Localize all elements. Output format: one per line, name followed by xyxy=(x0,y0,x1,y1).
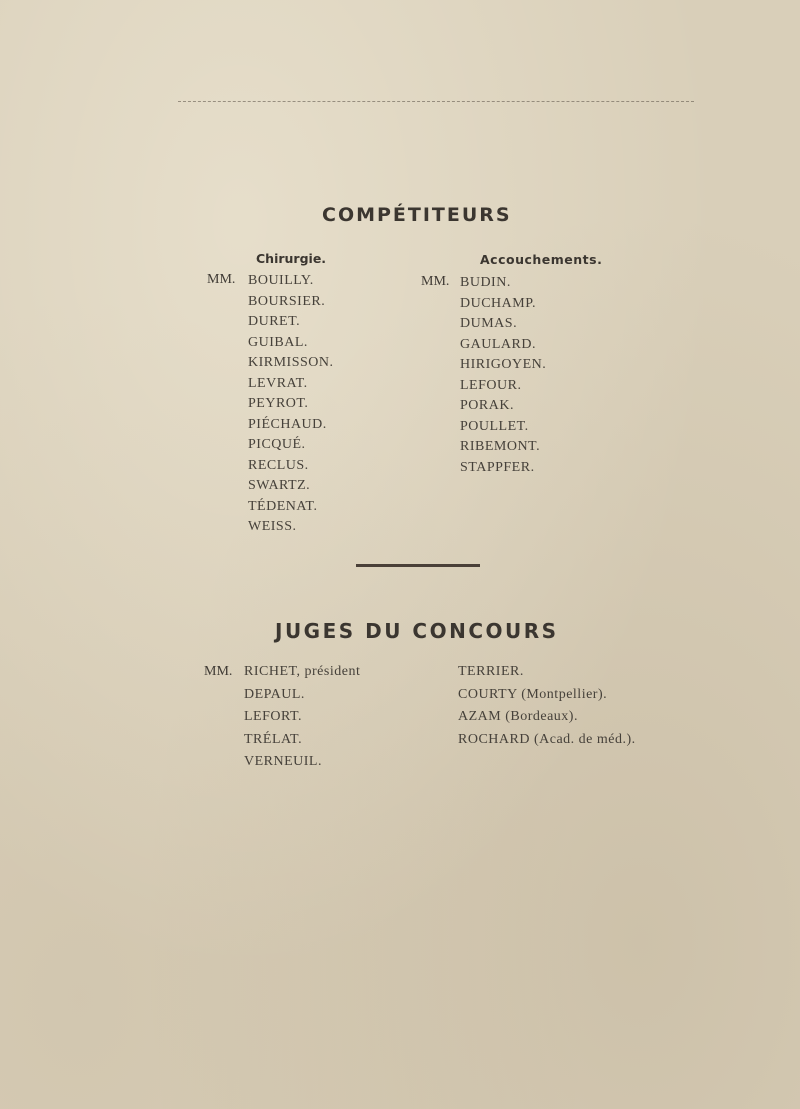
juges-prefix: MM. xyxy=(204,664,233,679)
accouchements-prefix: MM. xyxy=(421,274,450,289)
list-item: RIBEMONT. xyxy=(460,439,541,454)
juges-right-list xyxy=(458,661,636,751)
list-item: BOUILLY. xyxy=(248,273,314,288)
list-item: PEYROT. xyxy=(248,396,309,411)
list-item: DEPAUL. xyxy=(244,686,305,702)
list-item: TRÉLAT. xyxy=(244,731,303,747)
section-divider-rule xyxy=(356,564,480,567)
list-item: LEFOUR. xyxy=(460,377,522,393)
list-item: PIÉCHAUD. xyxy=(248,416,327,432)
chirurgie-list xyxy=(248,271,334,538)
chirurgie-heading: Chirurgie. xyxy=(256,251,327,266)
list-item: RECLUS. xyxy=(248,457,309,473)
list-item: PORAK. xyxy=(460,398,514,413)
juges-left-list xyxy=(244,661,360,774)
list-item: BUDIN. xyxy=(460,275,511,290)
list-item: DUCHAMP. xyxy=(460,295,536,311)
juges-title: JUGES DU CONCOURS xyxy=(275,619,559,643)
list-item: RICHET, président xyxy=(244,664,361,679)
chirurgie-prefix: MM. xyxy=(207,272,236,287)
list-item: TERRIER. xyxy=(458,664,524,679)
accouchements-heading: Accouchements. xyxy=(480,252,603,267)
top-dashed-rule xyxy=(178,101,694,102)
list-item: WEISS. xyxy=(248,519,297,534)
list-item: LEVRAT. xyxy=(248,375,308,391)
list-item: DUMAS. xyxy=(460,316,518,331)
list-item: COURTY (Montpellier). xyxy=(458,686,608,702)
list-item: POULLET. xyxy=(460,418,529,434)
list-item: BOURSIER. xyxy=(248,293,326,309)
list-item: HIRIGOYEN. xyxy=(460,357,547,372)
list-item: VERNEUIL. xyxy=(244,754,322,769)
list-item: ROCHARD (Acad. de méd.). xyxy=(458,731,636,747)
list-item: DURET. xyxy=(248,314,301,329)
list-item: KIRMISSON. xyxy=(248,355,334,370)
list-item: LEFORT. xyxy=(244,709,303,724)
list-item: GUIBAL. xyxy=(248,334,308,350)
list-item: STAPPFER. xyxy=(460,459,535,475)
list-item: SWARTZ. xyxy=(248,478,311,493)
list-item: PICQUÉ. xyxy=(248,437,306,452)
list-item: AZAM (Bordeaux). xyxy=(458,709,578,724)
list-item: TÉDENAT. xyxy=(248,498,318,514)
list-item: GAULARD. xyxy=(460,336,536,352)
competiteurs-title: COMPÉTITEURS xyxy=(322,204,512,226)
accouchements-list xyxy=(460,273,546,478)
